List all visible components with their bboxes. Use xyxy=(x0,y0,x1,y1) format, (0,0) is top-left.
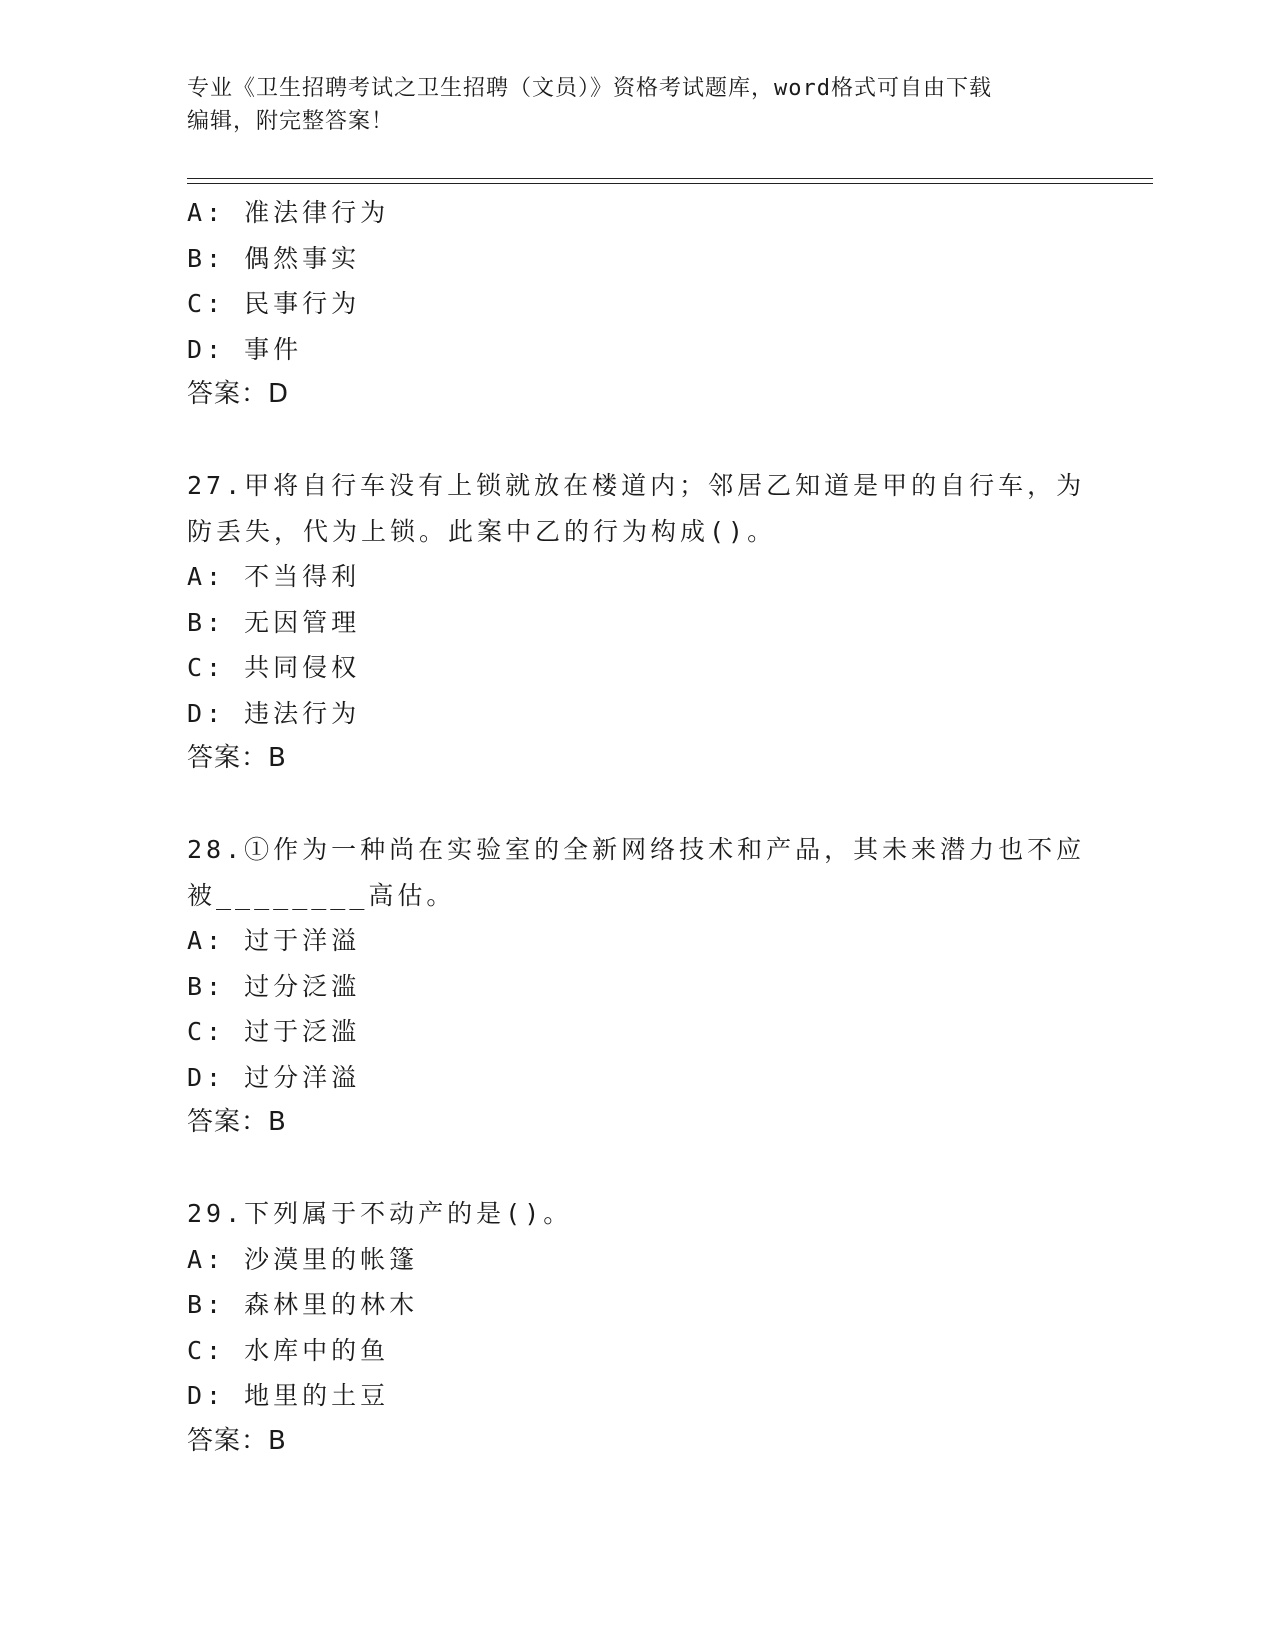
answer: 答案：D xyxy=(187,379,290,409)
header-line-2: 编辑，附完整答案！ xyxy=(187,109,395,134)
option-c: C: 水库中的鱼 xyxy=(187,1335,390,1365)
option-a: A: 过于洋溢 xyxy=(187,926,361,955)
option-b: B: 森林里的林木 xyxy=(187,1290,419,1319)
question-stem-line-1: 29.下列属于不动产的是()。 xyxy=(187,1199,573,1228)
option-d: D: 事件 xyxy=(187,334,303,364)
option-c: C: 民事行为 xyxy=(187,289,361,318)
option-c: C: 过于泛滥 xyxy=(187,1017,361,1046)
question-stem-line-1: 28.①作为一种尚在实验室的全新网络技术和产品，其未来潜力也不应 xyxy=(187,835,1086,864)
option-d: D: 地里的土豆 xyxy=(187,1381,390,1410)
answer: 答案：B xyxy=(187,743,287,773)
option-b: B: 过分泛滥 xyxy=(187,971,361,1001)
question-stem-line-2: 防丢失，代为上锁。此案中乙的行为构成()。 xyxy=(187,516,777,546)
header-divider-bottom xyxy=(187,183,1153,184)
question-list xyxy=(187,190,1087,1464)
option-d: D: 违法行为 xyxy=(187,698,361,728)
question-29 xyxy=(187,1191,1087,1464)
header-divider-top xyxy=(187,178,1153,179)
question-stem-line-2: 被________高估。 xyxy=(187,880,456,910)
option-b: B: 无因管理 xyxy=(187,607,361,637)
option-b: B: 偶然事实 xyxy=(187,243,361,273)
option-a: A: 准法律行为 xyxy=(187,198,390,227)
spacer xyxy=(187,1146,1087,1192)
option-d: D: 过分洋溢 xyxy=(187,1062,361,1092)
question-28 xyxy=(187,827,1087,1146)
option-a: A: 不当得利 xyxy=(187,562,361,591)
question-stem-line-1: 27.甲将自行车没有上锁就放在楼道内；邻居乙知道是甲的自行车，为 xyxy=(187,471,1086,500)
option-c: C: 共同侵权 xyxy=(187,653,361,682)
question-27 xyxy=(187,463,1087,782)
spacer xyxy=(187,418,1087,464)
spacer xyxy=(187,782,1087,828)
question-26 xyxy=(187,190,1087,418)
option-a: A: 沙漠里的帐篷 xyxy=(187,1244,419,1274)
answer: 答案：B xyxy=(187,1107,287,1137)
answer: 答案：B xyxy=(187,1425,287,1456)
document-header xyxy=(187,72,1067,138)
header-line-1: 专业《卫生招聘考试之卫生招聘（文员）》资格考试题库，word格式可自由下载 xyxy=(187,76,992,101)
